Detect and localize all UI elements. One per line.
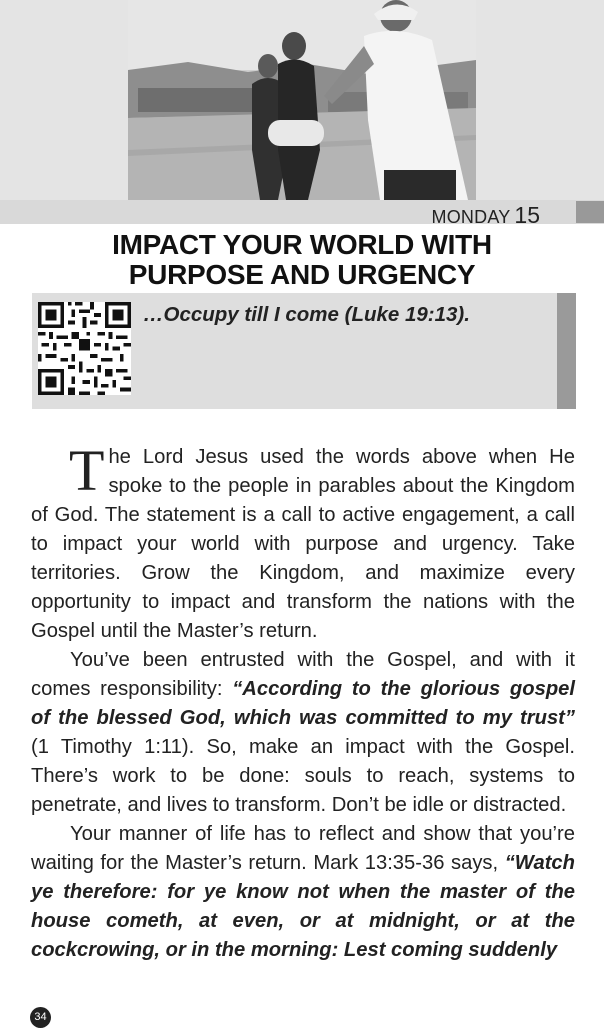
header-photo [128,0,476,200]
paragraph-1 [31,438,575,646]
date-tab [576,201,604,223]
qr-code-icon[interactable] [38,302,131,395]
paragraph-3-quote: “Watch ye therefore: for ye know not when the master of the house cometh, at even, or at midnight, or at the cockcrowing, or in the morning: Lest coming suddenly [31,852,575,961]
title-line-2: PURPOSE AND URGENCY [128,259,476,290]
devotional-body [31,438,575,965]
verse-text: …Occupy till I come (Luke 19:13). [143,303,470,326]
verse-box-edge [557,293,576,409]
paragraph-1-text: he Lord Jesus used the words above when He spoke to the people in parables about the Kingdom of God. The statement is a call to active engagement, a call to impact your world with purpose and urgency. Take territories. Grow the Kingdom, and maximize every opportunity to impact and transform the nations with the Gospel until the Master’s return. [31,446,575,642]
paragraph-2-lead: You’ve been entrusted with the Gospel, and with it comes responsibility: [31,649,575,700]
paragraph-2-quote: “According to the glorious gospel of the blessed God, which was committed to my trust” [31,678,575,729]
day-number: 15 [514,202,540,228]
paragraph-2 [31,646,575,820]
page-title [0,230,604,290]
paragraph-3-lead: Your manner of life has to reflect and show that you’re waiting for the Master’s return. Mark 13:35-36 says, [31,823,575,874]
page-number: 34 [30,1007,51,1028]
street-evangelism-photo-icon [128,0,476,200]
date-label [432,202,540,229]
paragraph-2-tail: (1 Timothy 1:11). So, make an impact with the Gospel. There’s work to be done: souls to reach, systems to penetrate, and lives to transform. Don’t be idle or distracted. [31,736,575,816]
paragraph-3 [31,820,575,965]
title-line-1: IMPACT YOUR WORLD WITH [112,229,492,260]
weekday: MONDAY [431,207,511,227]
drop-cap: T [69,438,105,503]
